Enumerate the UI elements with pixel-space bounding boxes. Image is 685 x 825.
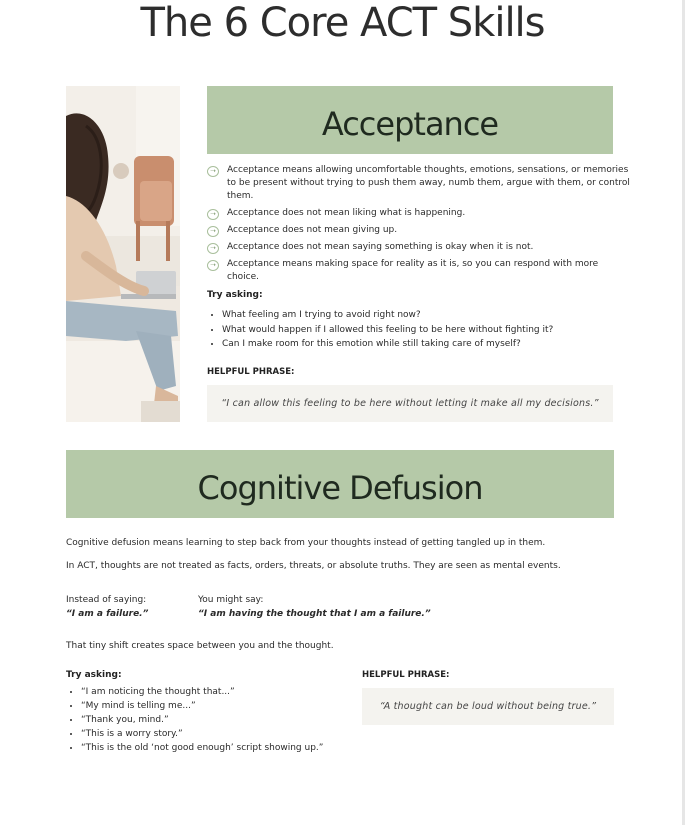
acceptance-points (207, 164, 632, 288)
defusion-try-label: Try asking: (66, 670, 122, 680)
defusion-phrase-label: HELPFUL PHRASE: (362, 670, 450, 680)
acceptance-phrase-label: HELPFUL PHRASE: (207, 367, 295, 377)
acceptance-try-label: Try asking: (207, 290, 263, 300)
acceptance-point-text: Acceptance means allowing uncomfortable thoughts, emotions, sensations, or memories to be present without trying to push them away, numb them, argue with them, or control them. (227, 165, 630, 201)
list-item: • “My mind is telling me...” (81, 699, 356, 713)
acceptance-point-text: Acceptance does not mean liking what is happening. (227, 208, 466, 218)
list-item: • “I am noticing the thought that...” (81, 685, 356, 699)
instead-example: “I am a failure.” (66, 609, 149, 619)
acceptance-point-text: Acceptance means making space for reality as it is, so you can respond with more choice. (227, 259, 599, 282)
acceptance-phrase: “I can allow this feeling to be here without letting it make all my decisions.” (221, 398, 599, 409)
list-item: • Can I make room for this emotion while still taking care of myself? (222, 337, 627, 352)
might-label: You might say: (198, 595, 264, 605)
list-item: • What would happen if I allowed this feeling to be here without fighting it? (222, 323, 627, 338)
instead-label: Instead of saying: (66, 595, 147, 605)
acceptance-questions (207, 308, 627, 352)
page-title: The 6 Core ACT Skills (140, 0, 545, 46)
defusion-phrase: “A thought can be loud without being true.” (379, 701, 597, 712)
acceptance-phrase-box (207, 385, 613, 422)
woman-laptop-photo (66, 86, 180, 422)
list-item (207, 241, 632, 254)
list-item (207, 258, 632, 284)
list-item (207, 224, 632, 237)
defusion-intro-1: Cognitive defusion means learning to step back from your thoughts instead of getting tangled up in them. (66, 538, 546, 548)
defusion-intro-2: In ACT, thoughts are not treated as facts, orders, threats, or absolute truths. They are seen as mental events. (66, 561, 561, 571)
shift-text: That tiny shift creates space between you and the thought. (66, 641, 334, 651)
arrow-circle-icon: ➝ (207, 166, 219, 177)
acceptance-heading: Acceptance (207, 86, 613, 154)
list-item: • “Thank you, mind.” (81, 713, 356, 727)
list-item: • “This is a worry story.” (81, 727, 356, 741)
defusion-heading: Cognitive Defusion (66, 450, 614, 518)
acceptance-point-text: Acceptance does not mean saying something is okay when it is not. (227, 242, 534, 252)
arrow-circle-icon: ➝ (207, 243, 219, 254)
defusion-phrase-box (362, 688, 614, 725)
arrow-circle-icon: ➝ (207, 260, 219, 271)
list-item: • What feeling am I trying to avoid right now? (222, 308, 627, 323)
list-item: • “This is the old ‘not good enough’ script showing up.” (81, 741, 356, 755)
list-item (207, 207, 632, 220)
might-example: “I am having the thought that I am a failure.” (198, 609, 431, 619)
acceptance-point-text: Acceptance does not mean giving up. (227, 225, 398, 235)
arrow-circle-icon: ➝ (207, 209, 219, 220)
defusion-questions (66, 685, 356, 755)
list-item (207, 164, 632, 203)
arrow-circle-icon: ➝ (207, 226, 219, 237)
